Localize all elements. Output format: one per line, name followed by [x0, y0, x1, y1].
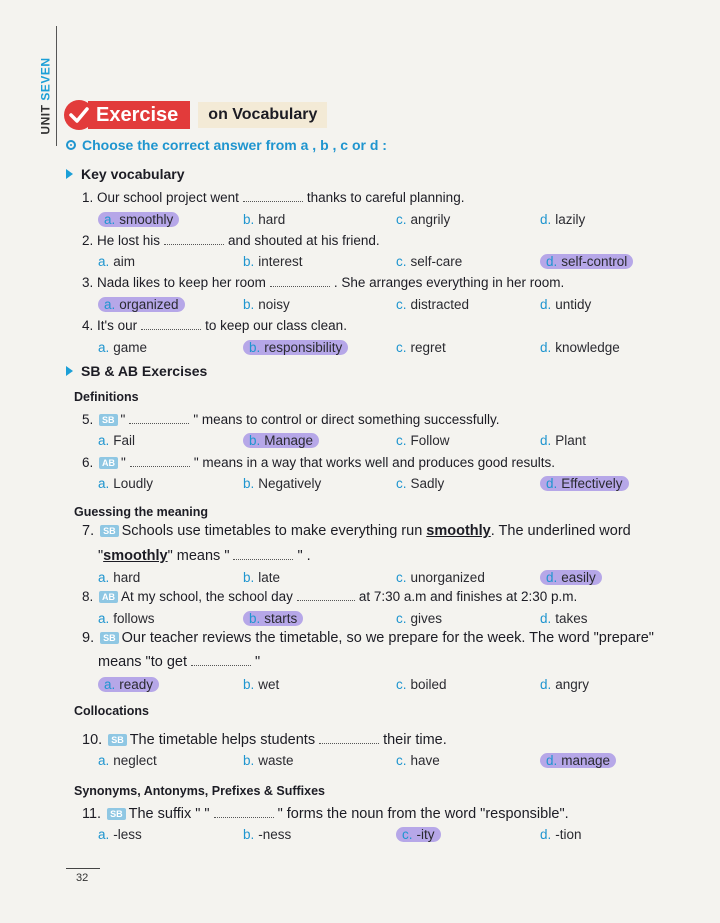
option-7-d[interactable] — [540, 570, 602, 585]
option-letter: d. — [546, 476, 558, 491]
option-letter: c. — [396, 570, 407, 585]
option-letter: d. — [546, 570, 558, 585]
option-text — [396, 570, 485, 585]
option-letter: c. — [396, 677, 407, 692]
option-text — [540, 677, 589, 692]
option-label: -less — [113, 827, 142, 842]
option-2-a[interactable] — [98, 254, 135, 269]
option-letter: a. — [98, 753, 110, 768]
option-letter: d. — [540, 340, 552, 355]
question-number: 2. — [82, 233, 98, 248]
footer-rule — [66, 868, 100, 869]
option-letter: b. — [249, 433, 261, 448]
option-label: unorganized — [410, 570, 485, 585]
option-label: boiled — [410, 677, 447, 692]
answer-blank — [141, 319, 201, 330]
selected-answer — [540, 753, 616, 768]
option-letter: c. — [396, 476, 407, 491]
book-tag: SB — [107, 808, 126, 820]
selected-answer — [243, 611, 303, 626]
question-6 — [82, 455, 555, 470]
option-11-d[interactable] — [540, 827, 582, 842]
section-key-vocabulary — [66, 166, 185, 182]
instruction — [66, 137, 387, 153]
option-5-d[interactable] — [540, 433, 586, 448]
subsection-synonyms: Synonyms, Antonyms, Prefixes & Suffixes — [74, 784, 326, 798]
question-number: 4. — [82, 318, 98, 333]
option-6-c[interactable] — [396, 476, 444, 491]
question-text: means "to get — [98, 654, 187, 670]
triangle-icon — [66, 366, 73, 376]
option-label: late — [258, 570, 281, 585]
question-2 — [82, 233, 380, 248]
option-letter: b. — [243, 827, 255, 842]
selected-answer — [98, 297, 185, 312]
option-label: Loudly — [113, 476, 154, 491]
selected-answer — [243, 340, 348, 355]
option-2-c[interactable] — [396, 254, 462, 269]
option-text — [540, 433, 586, 448]
question-number: 10. — [82, 732, 107, 748]
option-label: easily — [561, 570, 596, 585]
option-8-a[interactable] — [98, 611, 155, 626]
selected-answer — [540, 254, 633, 269]
question-number: 9. — [82, 630, 99, 646]
option-label: angrily — [410, 212, 451, 227]
option-text — [243, 753, 294, 768]
option-6-a[interactable] — [98, 476, 153, 491]
option-label: lazily — [555, 212, 586, 227]
option-letter: d. — [540, 297, 552, 312]
subsection-definitions: Definitions — [74, 390, 139, 404]
answer-blank — [297, 590, 355, 601]
option-label: hard — [258, 212, 286, 227]
option-letter: a. — [104, 677, 116, 692]
question-3 — [82, 275, 564, 290]
book-tag: SB — [100, 525, 119, 537]
option-text — [243, 297, 290, 312]
option-4-a[interactable] — [98, 340, 147, 355]
option-letter: a. — [98, 476, 110, 491]
section-title: SB & AB Exercises — [81, 363, 208, 379]
question-number: 8. — [82, 589, 98, 604]
option-label: distracted — [410, 297, 470, 312]
option-1-a[interactable] — [98, 212, 179, 227]
option-text — [396, 212, 450, 227]
option-text — [98, 827, 142, 842]
option-label: Fail — [113, 433, 136, 448]
option-7-c[interactable] — [396, 570, 485, 585]
option-letter: c. — [396, 611, 407, 626]
option-label: ready — [119, 677, 154, 692]
option-letter: b. — [243, 677, 255, 692]
question-text-before: Our school project went — [97, 190, 239, 205]
question-number: 5. — [82, 412, 98, 427]
question-text-before: " — [120, 412, 126, 427]
question-text: " means " — [167, 548, 230, 564]
option-letter: d. — [540, 212, 552, 227]
option-label: Negatively — [258, 476, 322, 491]
question-text: Schools use timetables to make everything run — [121, 523, 427, 539]
option-5-c[interactable] — [396, 433, 450, 448]
option-text — [396, 297, 469, 312]
option-9-a[interactable] — [98, 677, 159, 692]
option-letter: c. — [396, 753, 407, 768]
option-letter: a. — [98, 254, 110, 269]
option-11-b[interactable] — [243, 827, 291, 842]
question-8 — [82, 589, 577, 604]
question-number: 11. — [82, 806, 106, 822]
answer-blank — [270, 276, 330, 287]
option-label: starts — [264, 611, 298, 626]
question-4 — [82, 318, 347, 333]
option-text — [98, 340, 147, 355]
option-9-c[interactable] — [396, 677, 447, 692]
option-text — [98, 433, 135, 448]
question-number: 7. — [82, 523, 99, 539]
option-letter: d. — [540, 611, 552, 626]
option-10-a[interactable] — [98, 753, 157, 768]
option-letter: b. — [243, 753, 255, 768]
option-label: organized — [119, 297, 179, 312]
option-label: gives — [410, 611, 443, 626]
option-text — [98, 476, 153, 491]
target-icon — [66, 140, 76, 150]
option-label: knowledge — [555, 340, 620, 355]
question-text-after: their time. — [383, 732, 447, 748]
option-letter: d. — [546, 753, 558, 768]
question-9 — [82, 630, 654, 646]
checkmark-icon — [64, 100, 94, 130]
question-text: " . — [297, 548, 311, 564]
option-label: -ity — [416, 827, 435, 842]
book-tag: AB — [99, 591, 118, 603]
option-1-c[interactable] — [396, 212, 450, 227]
option-letter: b. — [249, 340, 261, 355]
option-4-d[interactable] — [540, 340, 620, 355]
unit-number: SEVEN — [39, 57, 53, 101]
option-text — [396, 340, 446, 355]
option-3-c[interactable] — [396, 297, 469, 312]
question-text-after: " forms the noun from the word "responsible". — [277, 806, 569, 822]
exercise-topic: on Vocabulary — [198, 102, 327, 128]
question-5 — [82, 412, 500, 427]
option-text — [98, 254, 135, 269]
option-letter: d. — [540, 827, 552, 842]
option-label: wet — [258, 677, 280, 692]
option-label: aim — [113, 254, 136, 269]
option-letter: d. — [540, 433, 552, 448]
option-label: responsibility — [264, 340, 343, 355]
question-7-line2 — [98, 548, 311, 564]
question-number: 6. — [82, 455, 98, 470]
option-label: takes — [555, 611, 588, 626]
underlined-word: smoothly — [426, 523, 491, 539]
answer-blank — [129, 413, 189, 424]
option-9-b[interactable] — [243, 677, 279, 692]
answer-blank — [130, 456, 190, 467]
option-text — [98, 753, 157, 768]
answer-blank — [233, 549, 293, 560]
option-text — [396, 677, 447, 692]
selected-answer — [540, 570, 602, 585]
option-4-c[interactable] — [396, 340, 446, 355]
option-text — [243, 570, 280, 585]
option-label: angry — [555, 677, 590, 692]
option-letter: d. — [546, 254, 558, 269]
option-2-d[interactable] — [540, 254, 633, 269]
option-label: -tion — [555, 827, 582, 842]
exercise-header — [64, 100, 327, 130]
option-text — [396, 254, 462, 269]
underlined-word: smoothly — [103, 548, 168, 564]
option-10-c[interactable] — [396, 753, 440, 768]
question-text-after: . She arranges everything in her room. — [333, 275, 565, 290]
option-label: Manage — [264, 433, 314, 448]
option-3-a[interactable] — [98, 297, 185, 312]
section-title: Key vocabulary — [81, 166, 185, 182]
section-sb-ab — [66, 363, 207, 379]
option-letter: a. — [98, 340, 110, 355]
question-text-after: thanks to careful planning. — [306, 190, 465, 205]
book-tag: SB — [108, 734, 127, 746]
option-8-b[interactable] — [243, 611, 303, 626]
option-3-b[interactable] — [243, 297, 290, 312]
option-6-d[interactable] — [540, 476, 629, 491]
option-text — [243, 677, 279, 692]
option-letter: a. — [104, 212, 116, 227]
question-text-before: The timetable helps students — [129, 732, 316, 748]
answer-blank — [319, 733, 379, 744]
unit-divider — [56, 26, 57, 146]
option-7-b[interactable] — [243, 570, 280, 585]
option-text — [396, 476, 444, 491]
option-9-d[interactable] — [540, 677, 589, 692]
option-letter: b. — [243, 570, 255, 585]
option-text — [243, 827, 291, 842]
option-text — [98, 570, 140, 585]
option-text — [396, 433, 450, 448]
option-2-b[interactable] — [243, 254, 303, 269]
option-letter: a. — [104, 297, 116, 312]
option-label: hard — [113, 570, 141, 585]
option-letter: b. — [243, 297, 255, 312]
question-number: 1. — [82, 190, 98, 205]
question-text-before: " — [121, 455, 126, 470]
option-letter: b. — [243, 212, 255, 227]
question-text-after: and shouted at his friend. — [228, 233, 380, 248]
option-label: self-care — [410, 254, 463, 269]
selected-answer — [540, 476, 629, 491]
option-label: interest — [258, 254, 303, 269]
option-label: neglect — [113, 753, 157, 768]
option-label: smoothly — [119, 212, 174, 227]
option-letter: c. — [402, 827, 413, 842]
option-text — [243, 476, 321, 491]
option-4-b[interactable] — [243, 340, 348, 355]
question-9-line2 — [98, 654, 260, 670]
book-tag: SB — [99, 414, 118, 426]
option-text — [540, 340, 620, 355]
triangle-icon — [66, 169, 73, 179]
book-tag: SB — [100, 632, 119, 644]
answer-blank — [243, 191, 303, 202]
option-text — [540, 212, 585, 227]
option-text — [540, 297, 591, 312]
unit-label — [36, 48, 56, 144]
answer-blank — [191, 655, 251, 666]
option-10-b[interactable] — [243, 753, 294, 768]
option-label: self-control — [561, 254, 628, 269]
question-text-before: The suffix " " — [128, 806, 210, 822]
instruction-text: Choose the correct answer from a , b , c or d : — [82, 137, 387, 153]
option-text — [396, 611, 442, 626]
quote: " — [98, 548, 104, 564]
option-label: manage — [561, 753, 611, 768]
question-7 — [82, 523, 631, 539]
option-letter: c. — [396, 297, 407, 312]
option-text — [98, 611, 155, 626]
option-letter: c. — [396, 433, 407, 448]
question-text-after: to keep our class clean. — [205, 318, 347, 333]
option-label: -ness — [258, 827, 292, 842]
option-text — [540, 827, 582, 842]
option-7-a[interactable] — [98, 570, 140, 585]
question-text-after: at 7:30 a.m and finishes at 2:30 p.m. — [358, 589, 578, 604]
subsection-guessing: Guessing the meaning — [74, 505, 209, 519]
option-letter: d. — [540, 677, 552, 692]
option-label: waste — [258, 753, 294, 768]
option-label: Sadly — [410, 476, 445, 491]
option-1-d[interactable] — [540, 212, 585, 227]
question-text: . The underlined word — [490, 523, 631, 539]
option-5-a[interactable] — [98, 433, 135, 448]
option-10-d[interactable] — [540, 753, 616, 768]
option-label: Follow — [410, 433, 450, 448]
option-text — [243, 254, 303, 269]
option-letter: b. — [243, 254, 255, 269]
question-text-before: At my school, the school day — [121, 589, 293, 604]
option-label: untidy — [555, 297, 592, 312]
option-label: have — [410, 753, 440, 768]
option-text — [243, 212, 285, 227]
selected-answer — [396, 827, 441, 842]
selected-answer — [98, 212, 179, 227]
option-letter: a. — [98, 827, 110, 842]
question-text: " — [254, 654, 261, 670]
option-1-b[interactable] — [243, 212, 285, 227]
option-label: Plant — [555, 433, 587, 448]
option-label: noisy — [258, 297, 290, 312]
option-text — [540, 611, 588, 626]
unit-prefix: UNIT — [39, 104, 53, 135]
option-letter: b. — [243, 476, 255, 491]
option-text — [396, 753, 440, 768]
question-11 — [82, 806, 569, 822]
option-letter: c. — [396, 340, 407, 355]
exercise-badge: Exercise — [88, 101, 190, 129]
option-3-d[interactable] — [540, 297, 591, 312]
question-text: Our teacher reviews the timetable, so we prepare for the week. The word "prepare" — [121, 630, 654, 646]
option-11-a[interactable] — [98, 827, 142, 842]
option-8-c[interactable] — [396, 611, 442, 626]
option-label: regret — [410, 340, 446, 355]
option-label: Effectively — [561, 476, 623, 491]
answer-blank — [214, 807, 274, 818]
option-label: game — [113, 340, 148, 355]
option-8-d[interactable] — [540, 611, 588, 626]
question-text-after: " means to control or direct something successfully. — [193, 412, 500, 427]
question-text-before: It's our — [97, 318, 138, 333]
question-number: 3. — [82, 275, 98, 290]
option-letter: a. — [98, 570, 110, 585]
option-letter: a. — [98, 433, 110, 448]
book-tag: AB — [99, 457, 118, 469]
option-letter: b. — [249, 611, 261, 626]
question-text-before: He lost his — [97, 233, 161, 248]
question-text-after: " means in a way that works well and produces good results. — [193, 455, 556, 470]
subsection-collocations: Collocations — [74, 704, 150, 718]
option-5-b[interactable] — [243, 433, 319, 448]
option-label: follows — [113, 611, 155, 626]
page-number: 32 — [76, 872, 89, 884]
answer-blank — [164, 234, 224, 245]
option-11-c[interactable] — [396, 827, 441, 842]
question-1 — [82, 190, 464, 205]
option-6-b[interactable] — [243, 476, 321, 491]
selected-answer — [98, 677, 159, 692]
option-letter: c. — [396, 254, 407, 269]
question-text-before: Nada likes to keep her room — [97, 275, 266, 290]
selected-answer — [243, 433, 319, 448]
option-letter: a. — [98, 611, 110, 626]
question-10 — [82, 732, 447, 748]
option-letter: c. — [396, 212, 407, 227]
